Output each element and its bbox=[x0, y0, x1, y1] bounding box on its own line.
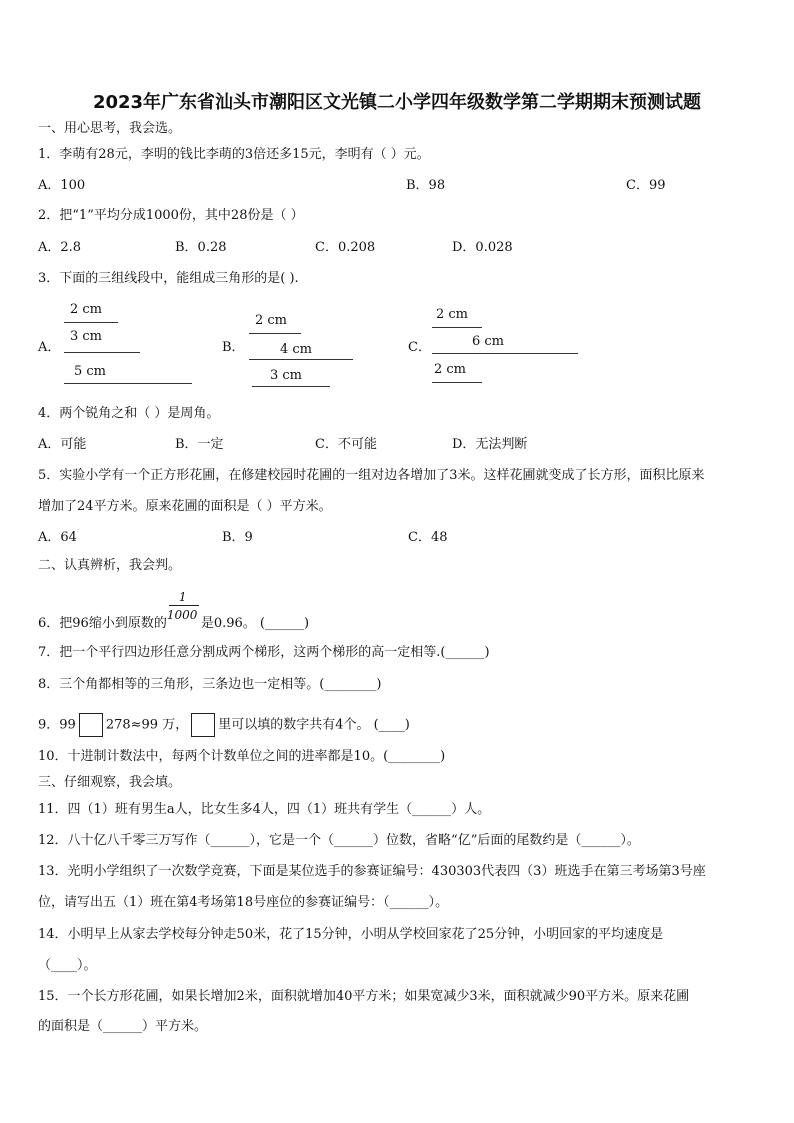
q4-option-c: C．不可能 bbox=[315, 437, 377, 452]
question-5-line-2: 增加了24平方米。原来花圃的面积是（ ）平方米。 bbox=[38, 499, 332, 514]
q3-b-segment-1 bbox=[249, 333, 301, 334]
q3-b-label-3: 3 cm bbox=[270, 368, 303, 383]
q3-b-segment-3 bbox=[252, 386, 330, 387]
question-4: 4．两个锐角之和（ ）是周角。 bbox=[38, 406, 220, 421]
q9-middle: 278≈99 万， bbox=[105, 717, 189, 733]
answer-box[interactable] bbox=[79, 713, 103, 737]
q3-c-label-3: 2 cm bbox=[434, 362, 467, 377]
question-6 bbox=[38, 590, 310, 632]
q3-a-segment-2 bbox=[64, 352, 140, 353]
q5-option-b: B．9 bbox=[222, 530, 253, 545]
q3-a-segment-3 bbox=[64, 383, 192, 384]
page-title: 2023年广东省汕头市潮阳区文光镇二小学四年级数学第二学期期末预测试题 bbox=[92, 92, 702, 113]
q5-option-c: C．48 bbox=[408, 530, 448, 545]
q3-c-label-2: 6 cm bbox=[472, 334, 505, 349]
q4-option-b: B．一定 bbox=[175, 437, 224, 452]
q6-prefix: 6．把96缩小到原数的 bbox=[38, 616, 167, 631]
question-2: 2．把“1”平均分成1000份，其中28份是（ ） bbox=[38, 208, 304, 223]
fraction-bar bbox=[169, 605, 199, 606]
q3-option-a: A． bbox=[38, 340, 61, 355]
question-5-line-1: 5．实验小学有一个正方形花圃，在修建校园时花圃的一组对边各增加了3米。这样花圃就变成了长方形，面积比原来 bbox=[38, 468, 705, 483]
question-13-line-2: 位，请写出五（1）班在第4考场第18号座位的参赛证编号：（______）。 bbox=[38, 895, 449, 910]
question-3: 3．下面的三组线段中，能组成三角形的是( ). bbox=[38, 271, 299, 286]
q3-option-c: C． bbox=[408, 340, 431, 355]
q4-option-a: A．可能 bbox=[38, 437, 87, 452]
question-15-line-1: 15．一个长方形花圃，如果长增加2米，面积就增加40平方米；如果宽减少3米，面积就减少90平方米。原来花圃 bbox=[38, 989, 690, 1004]
question-10: 10．十进制计数法中，每两个计数单位之间的进率都是10。(________) bbox=[38, 749, 446, 764]
question-9 bbox=[38, 713, 410, 737]
q3-c-segment-1 bbox=[432, 327, 482, 328]
q2-option-d: D．0.028 bbox=[452, 240, 513, 255]
question-8: 8．三个角都相等的三角形，三条边也一定相等。(________) bbox=[38, 677, 382, 692]
question-11: 11．四（1）班有男生a人，比女生多4人，四（1）班共有学生（______）人。 bbox=[38, 802, 491, 817]
q3-b-segment-2 bbox=[249, 359, 353, 360]
question-14-line-1: 14．小明早上从家去学校每分钟走50米，花了15分钟，小明从学校回家花了25分钟，小明回家的平均速度是 bbox=[38, 927, 664, 942]
section-heading-1: 一、用心思考，我会选。 bbox=[38, 121, 182, 136]
q3-c-label-1: 2 cm bbox=[436, 307, 469, 322]
q6-suffix: 是0.96。 (______) bbox=[200, 616, 310, 631]
q2-option-c: C．0.208 bbox=[315, 240, 376, 255]
question-12: 12．八十亿八千零三万写作（______），它是一个（______）位数，省略“亿”后面的尾数约是（______）。 bbox=[38, 833, 640, 848]
q3-b-label-1: 2 cm bbox=[255, 313, 288, 328]
question-1: 1．李萌有28元，李明的钱比李萌的3倍还多15元，李明有（ ）元。 bbox=[38, 147, 430, 162]
question-14-line-2: （____）。 bbox=[38, 958, 97, 973]
q3-a-label-2: 3 cm bbox=[70, 329, 103, 344]
q3-c-segment-3 bbox=[432, 382, 482, 383]
fraction-numerator: 1 bbox=[178, 590, 187, 604]
q3-a-segment-1 bbox=[64, 322, 118, 323]
q9-suffix: 里可以填的数字共有4个。 (____) bbox=[218, 717, 410, 733]
q3-option-b: B． bbox=[222, 340, 245, 355]
q2-option-b: B．0.28 bbox=[175, 240, 227, 255]
section-heading-3: 三、仔细观察，我会填。 bbox=[38, 775, 182, 790]
q3-a-label-3: 5 cm bbox=[74, 364, 107, 379]
q2-option-a: A．2.8 bbox=[38, 240, 82, 255]
q3-b-label-2: 4 cm bbox=[280, 342, 313, 357]
q3-a-label-1: 2 cm bbox=[70, 302, 103, 317]
fraction-denominator: 1000 bbox=[166, 608, 198, 622]
section-heading-2: 二、认真辨析，我会判。 bbox=[38, 558, 182, 573]
q1-option-a: A．100 bbox=[38, 178, 86, 193]
q1-option-b: B．98 bbox=[406, 178, 446, 193]
q3-c-segment-2 bbox=[432, 353, 578, 354]
q5-option-a: A．64 bbox=[38, 530, 77, 545]
q1-option-c: C．99 bbox=[626, 178, 666, 193]
fraction bbox=[166, 590, 201, 627]
question-7: 7．把一个平行四边形任意分割成两个梯形，这两个梯形的高一定相等.(______) bbox=[38, 645, 490, 660]
question-15-line-2: 的面积是（______）平方米。 bbox=[38, 1019, 208, 1034]
q4-option-d: D．无法判断 bbox=[452, 437, 528, 452]
answer-box[interactable] bbox=[191, 713, 215, 737]
q9-prefix: 9．99 bbox=[38, 717, 76, 733]
question-13-line-1: 13．光明小学组织了一次数学竞赛，下面是某位选手的参赛证编号：430303代表四（3）班选手在第三考场第3号座 bbox=[38, 864, 706, 879]
